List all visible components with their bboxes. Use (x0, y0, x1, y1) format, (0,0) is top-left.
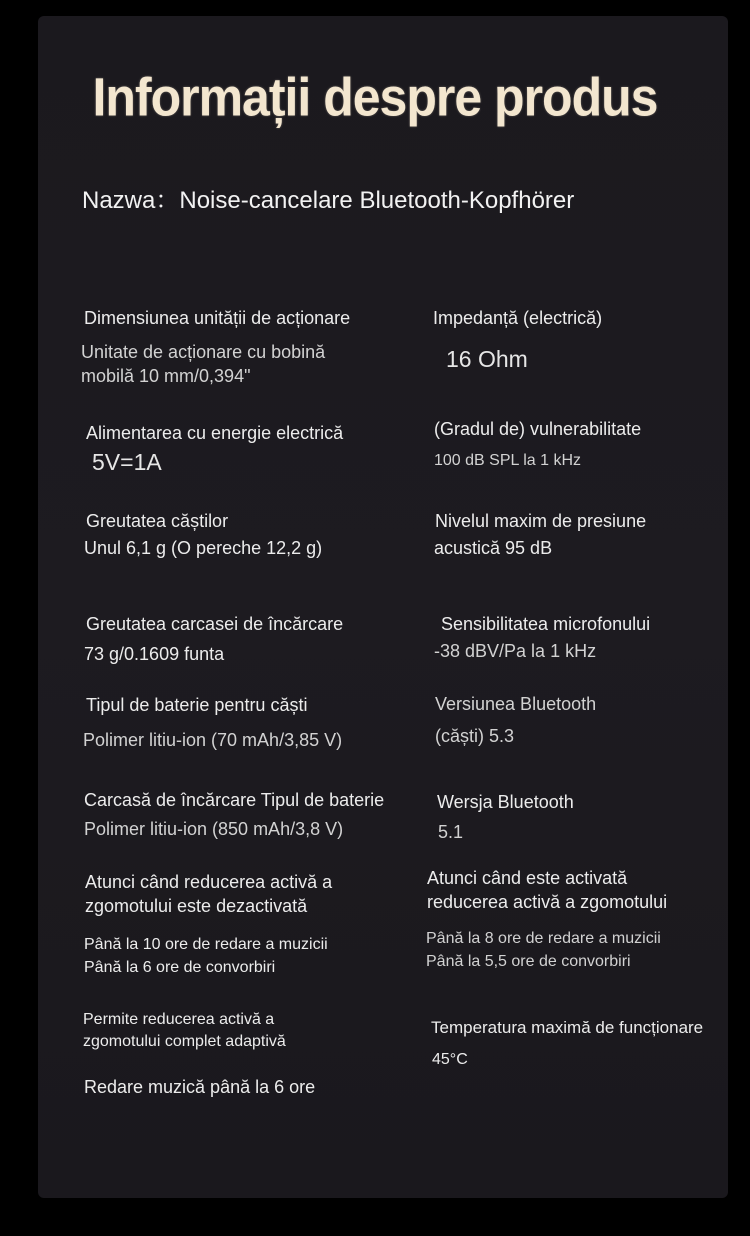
earbud-battery-value: Polimer litiu-ion (70 mAh/3,85 V) (83, 730, 343, 750)
anc-on-label-line1: Atunci când este activată (427, 868, 628, 888)
anc-off-value-line1: Până la 10 ore de redare a muzicii (84, 936, 328, 953)
power-supply-value: 5V=1A (92, 449, 162, 475)
adaptive-anc-label-line1: Permite reducerea activă a (83, 1011, 275, 1028)
driver-size-label: Dimensiunea unității de acționare (84, 308, 351, 328)
mic-sensitivity-value: -38 dBV/Pa la 1 kHz (434, 641, 597, 661)
bt-version-earbuds-value: (căști) 5.3 (435, 726, 515, 746)
vulnerability-value: 100 dB SPL la 1 kHz (434, 452, 582, 469)
impedance-value: 16 Ohm (446, 346, 528, 372)
max-temp-value: 45°C (432, 1051, 468, 1068)
max-pressure-label-line1: Nivelul maxim de presiune (435, 511, 647, 531)
anc-on-value-line2: Până la 5,5 ore de convorbiri (426, 953, 631, 970)
product-name (82, 180, 574, 215)
max-pressure-label-line2: acustică 95 dB (434, 538, 553, 558)
bt-version-earbuds-label: Versiunea Bluetooth (435, 694, 597, 714)
bt-version-label: Wersja Bluetooth (437, 792, 574, 812)
case-weight-label: Greutatea carcasei de încărcare (86, 614, 344, 634)
anc-on-label-line2: reducerea activă a zgomotului (427, 892, 668, 912)
power-supply-label: Alimentarea cu energie electrică (86, 423, 344, 443)
earbud-battery-label: Tipul de baterie pentru căști (86, 695, 308, 715)
driver-size-value-line1: Unitate de acționare cu bobină (81, 342, 326, 362)
case-weight-value: 73 g/0.1609 funta (84, 644, 225, 664)
bt-version-value: 5.1 (438, 822, 464, 842)
impedance-label: Impedanță (electrică) (433, 308, 603, 328)
anc-off-label-line2: zgomotului este dezactivată (85, 896, 308, 916)
page-title: Informații despre produs (92, 66, 658, 128)
product-name-label: Nazwa： (82, 187, 180, 214)
anc-on-value-line1: Până la 8 ore de redare a muzicii (426, 930, 661, 947)
case-battery-label: Carcasă de încărcare Tipul de baterie (84, 790, 385, 810)
earbud-weight-value: Unul 6,1 g (O pereche 12,2 g) (84, 538, 323, 558)
vulnerability-label: (Gradul de) vulnerabilitate (434, 419, 642, 439)
adaptive-anc-value: Redare muzică până la 6 ore (84, 1077, 316, 1097)
adaptive-anc-label-line2: zgomotului complet adaptivă (83, 1033, 286, 1050)
earbud-weight-label: Greutatea căștilor (86, 511, 229, 531)
mic-sensitivity-label: Sensibilitatea microfonului (441, 614, 651, 634)
driver-size-value-line2: mobilă 10 mm/0,394" (81, 366, 251, 386)
anc-off-value-line2: Până la 6 ore de convorbiri (84, 959, 276, 976)
case-battery-value: Polimer litiu-ion (850 mAh/3,8 V) (84, 819, 344, 839)
product-name-value: Noise-cancelare Bluetooth-Kopfhörer (179, 187, 575, 214)
max-temp-label: Temperatura maximă de funcționare (431, 1018, 704, 1037)
anc-off-label-line1: Atunci când reducerea activă a (85, 872, 333, 892)
